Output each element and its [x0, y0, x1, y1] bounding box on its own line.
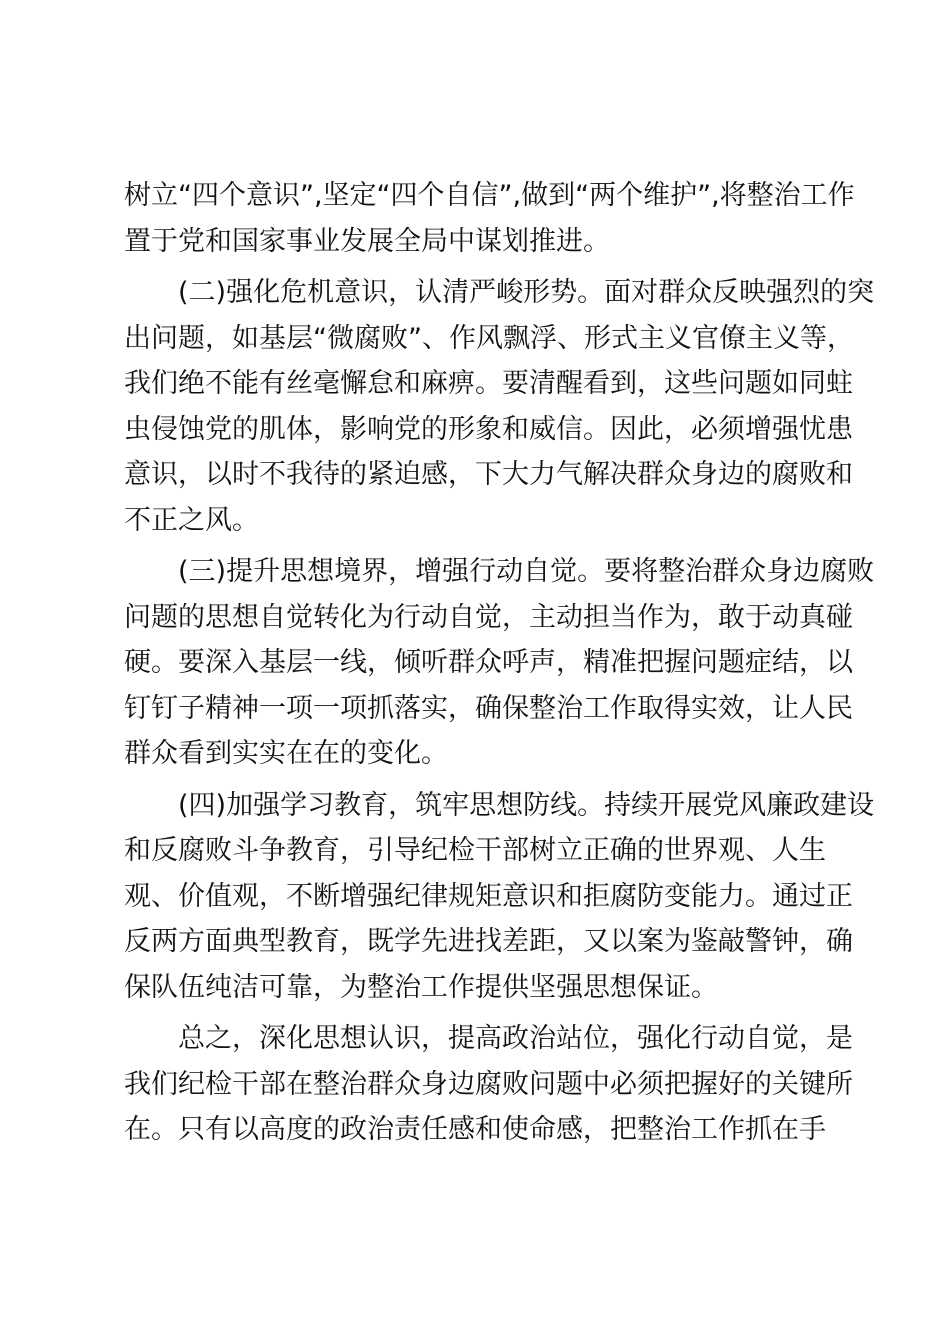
document-body	[124, 173, 875, 1153]
text-line: 问题的思想自觉转化为行动自觉，主动担当作为，敢于动真碰	[124, 601, 853, 633]
text-line: 不正之风。	[124, 504, 259, 536]
text-line: 总之，深化思想认识，提高政治站位，强化行动自觉，是	[178, 1023, 853, 1054]
text-line: 意识，以时不我待的紧迫感，下大力气解决群众身边的腐败和	[124, 459, 853, 490]
text-line: 保队伍纯洁可靠，为整治工作提供坚强思想保证。	[124, 971, 718, 1003]
text-line: 钉钉子精神一项一项抓落实，确保整治工作取得实效，让人民	[124, 692, 853, 724]
text-line: (二)强化危机意识，认清严峻形势。面对群众反映强烈的突	[178, 277, 875, 308]
paragraph-section-4	[124, 783, 875, 1011]
text-line: 和反腐败斗争教育，引导纪检干部树立正确的世界观、人生	[124, 835, 826, 866]
text-line: 群众看到实实在在的变化。	[124, 738, 448, 769]
text-line: 在。只有以高度的政治责任感和使命感，把整治工作抓在手	[124, 1114, 826, 1145]
paragraph-section-2	[124, 270, 875, 543]
text-line: 观、价值观，不断增强纪律规矩意识和拒腐防变能力。通过正	[124, 880, 853, 912]
text-line: (三)提升思想境界，增强行动自觉。要将整治群众身边腐败	[178, 556, 875, 587]
text-line: 树立“四个意识”,坚定“四个自信”,做到“两个维护”,将整治工作	[124, 180, 855, 211]
text-line: (四)加强学习教育，筑牢思想防线。持续开展党风廉政建设	[178, 789, 875, 821]
text-line: 置于党和国家事业发展全局中谋划推进。	[124, 225, 610, 257]
paragraph-section-3	[124, 549, 875, 777]
text-line: 硬。要深入基层一线，倾听群众呼声，精准把握问题症结，以	[124, 647, 853, 678]
text-line: 反两方面典型教育，既学先进找差距，又以案为鉴敲警钟，确	[124, 926, 853, 957]
text-line: 我们纪检干部在整治群众身边腐败问题中必须把握好的关键所	[124, 1068, 853, 1100]
text-line: 出问题，如基层“微腐败”、作风飘浮、形式主义官僚主义等，	[124, 322, 854, 354]
text-line: 我们绝不能有丝毫懈怠和麻痹。要清醒看到，这些问题如同蛀	[124, 368, 853, 399]
paragraph-intro-continuation	[124, 173, 855, 264]
paragraph-conclusion	[124, 1016, 853, 1153]
text-line: 虫侵蚀党的肌体，影响党的形象和威信。因此，必须增强忧患	[124, 413, 853, 445]
